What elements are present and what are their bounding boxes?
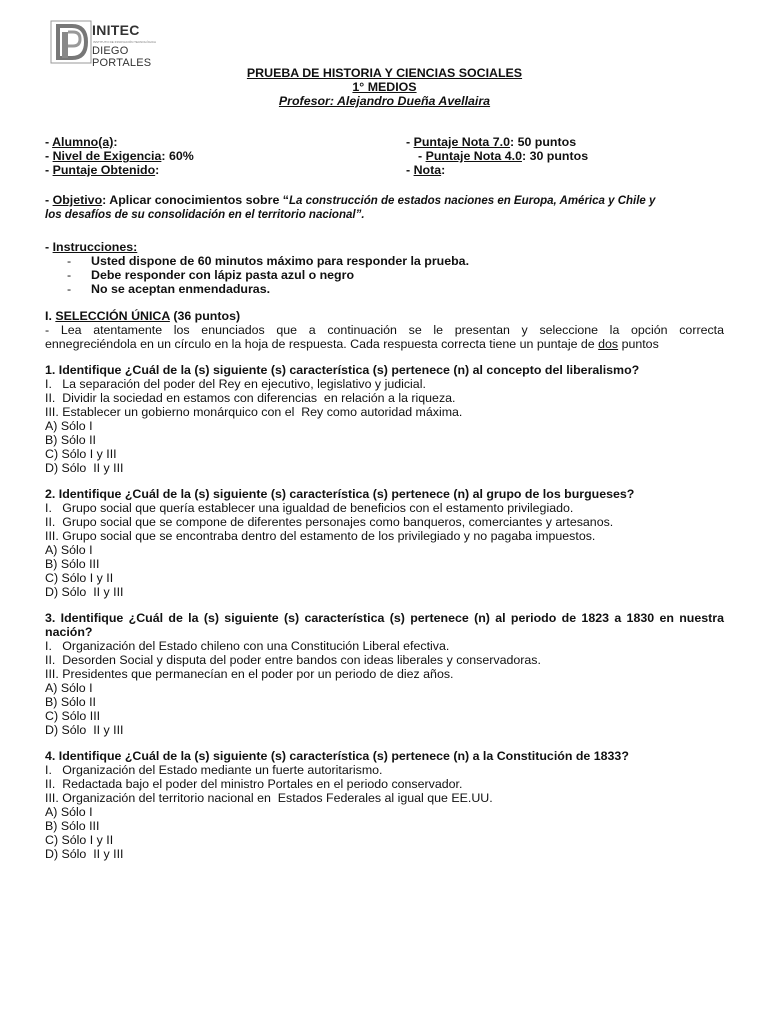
question-statement: I. La separación del poder del Rey en ejecutivo, legislativo y judicial.: [45, 377, 426, 391]
section-description: - Lea atentamente los enunciados que a continuación se le presentan y seleccione la opción correcta ennegreciéndola en un círculo en la hoja de respuesta. Cada respuesta correcta tiene un puntaje de dos puntos: [45, 323, 724, 351]
answer-option: D) Sólo II y III: [45, 585, 124, 599]
answer-option: A) Sólo I: [45, 805, 93, 819]
answer-option: B) Sólo III: [45, 557, 100, 571]
answer-option: C) Sólo I y II: [45, 571, 114, 585]
question-statement: I. Organización del Estado mediante un fuerte autoritarismo.: [45, 763, 383, 777]
instruction-item: - Debe responder con lápiz pasta azul o negro: [67, 268, 355, 282]
question-statement: I. Organización del Estado chileno con una Constitución Liberal efectiva.: [45, 639, 450, 653]
question-statement: II. Desorden Social y disputa del poder entre bandos con ideas liberales y conservadoras.: [45, 653, 541, 667]
question-text: 2. Identifique ¿Cuál de la (s) siguiente (s) característica (s) pertenece (n) al grupo de los burgueses?: [45, 487, 635, 501]
logo-institution: DIEGO PORTALES: [92, 45, 152, 69]
answer-option: D) Sólo II y III: [45, 461, 124, 475]
school-logo: [50, 20, 180, 69]
exigencia-field: - Nivel de Exigencia: 60%: [45, 149, 194, 163]
answer-option: C) Sólo III: [45, 709, 101, 723]
question-statement: III. Establecer un gobierno monárquico con el Rey como autoridad máxima.: [45, 405, 463, 419]
question-text: 3. Identifique ¿Cuál de la (s) siguiente (s) característica (s) pertenece (n) al periodo de 1823 a 1830 en nuestra nación?: [45, 611, 724, 639]
exam-header: [45, 66, 724, 108]
question-2: [45, 487, 724, 599]
nota4-field: - Puntaje Nota 4.0: 30 puntos: [418, 149, 589, 163]
student-field: - Alumno(a):: [45, 135, 118, 149]
objective: - Objetivo: Aplicar conocimientos sobre “La construcción de estados naciones en Europa, América y Chile y los desafíos de su consolidación en el territorio nacional”.: [45, 193, 656, 221]
instruction-item: - Usted dispone de 60 minutos máximo para responder la prueba.: [67, 254, 470, 268]
question-4: [45, 749, 724, 861]
question-text: 1. Identifique ¿Cuál de la (s) siguiente (s) característica (s) pertenece (n) al concepto del liberalismo?: [45, 363, 640, 377]
initec-logo-icon: [50, 20, 92, 64]
answer-option: B) Sólo II: [45, 433, 96, 447]
question-statement: II. Redactada bajo el poder del ministro Portales en el periodo conservador.: [45, 777, 463, 791]
instructions-list: [45, 254, 724, 296]
exam-title: PRUEBA DE HISTORIA Y CIENCIAS SOCIALES: [246, 66, 523, 80]
answer-option: D) Sólo II y III: [45, 723, 124, 737]
section-heading: I. SELECCIÓN ÚNICA (36 puntos): [45, 309, 241, 323]
obtenido-field: - Puntaje Obtenido:: [45, 163, 160, 177]
instructions-heading: - Instrucciones:: [45, 240, 138, 254]
instruction-item: - No se aceptan enmendaduras.: [67, 282, 271, 296]
question-statement: III. Presidentes que permanecían en el poder por un periodo de diez años.: [45, 667, 454, 681]
exam-content: [45, 66, 724, 861]
answer-option: D) Sólo II y III: [45, 847, 124, 861]
answer-option: A) Sólo I: [45, 681, 93, 695]
answer-option: C) Sólo I y II: [45, 833, 114, 847]
answer-option: A) Sólo I: [45, 543, 93, 557]
question-1: [45, 363, 724, 475]
logo-name: INITEC: [92, 22, 140, 38]
answer-option: B) Sólo II: [45, 695, 96, 709]
question-statement: I. Grupo social que quería establecer una igualdad de beneficios con el estamento privilegiado.: [45, 501, 574, 515]
exam-level: 1° MEDIOS: [352, 80, 417, 94]
student-info: [45, 135, 724, 177]
nota-field: - Nota:: [406, 163, 446, 177]
answer-option: A) Sólo I: [45, 419, 93, 433]
answer-option: C) Sólo I y III: [45, 447, 117, 461]
nota7-field: - Puntaje Nota 7.0: 50 puntos: [406, 135, 577, 149]
answer-option: B) Sólo III: [45, 819, 100, 833]
question-statement: III. Grupo social que se encontraba dentro del estamento de los privilegiado y no pagaba impuestos.: [45, 529, 596, 543]
question-statement: II. Grupo social que se compone de diferentes personajes como banqueros, comerciantes y artesanos.: [45, 515, 614, 529]
logo-subline: INSTITUTO DE INNOVACIÓN TECNOLÓGICA: [93, 40, 157, 44]
question-text: 4. Identifique ¿Cuál de la (s) siguiente (s) característica (s) pertenece (n) a la Constitución de 1833?: [45, 749, 629, 763]
question-3: [45, 611, 724, 737]
questions-list: [45, 363, 724, 861]
question-statement: II. Dividir la sociedad en estamos con diferencias en relación a la riqueza.: [45, 391, 456, 405]
question-statement: III. Organización del territorio nacional en Estados Federales al igual que EE.UU.: [45, 791, 493, 805]
teacher-name: Profesor: Alejandro Dueña Avellaira: [278, 94, 491, 108]
